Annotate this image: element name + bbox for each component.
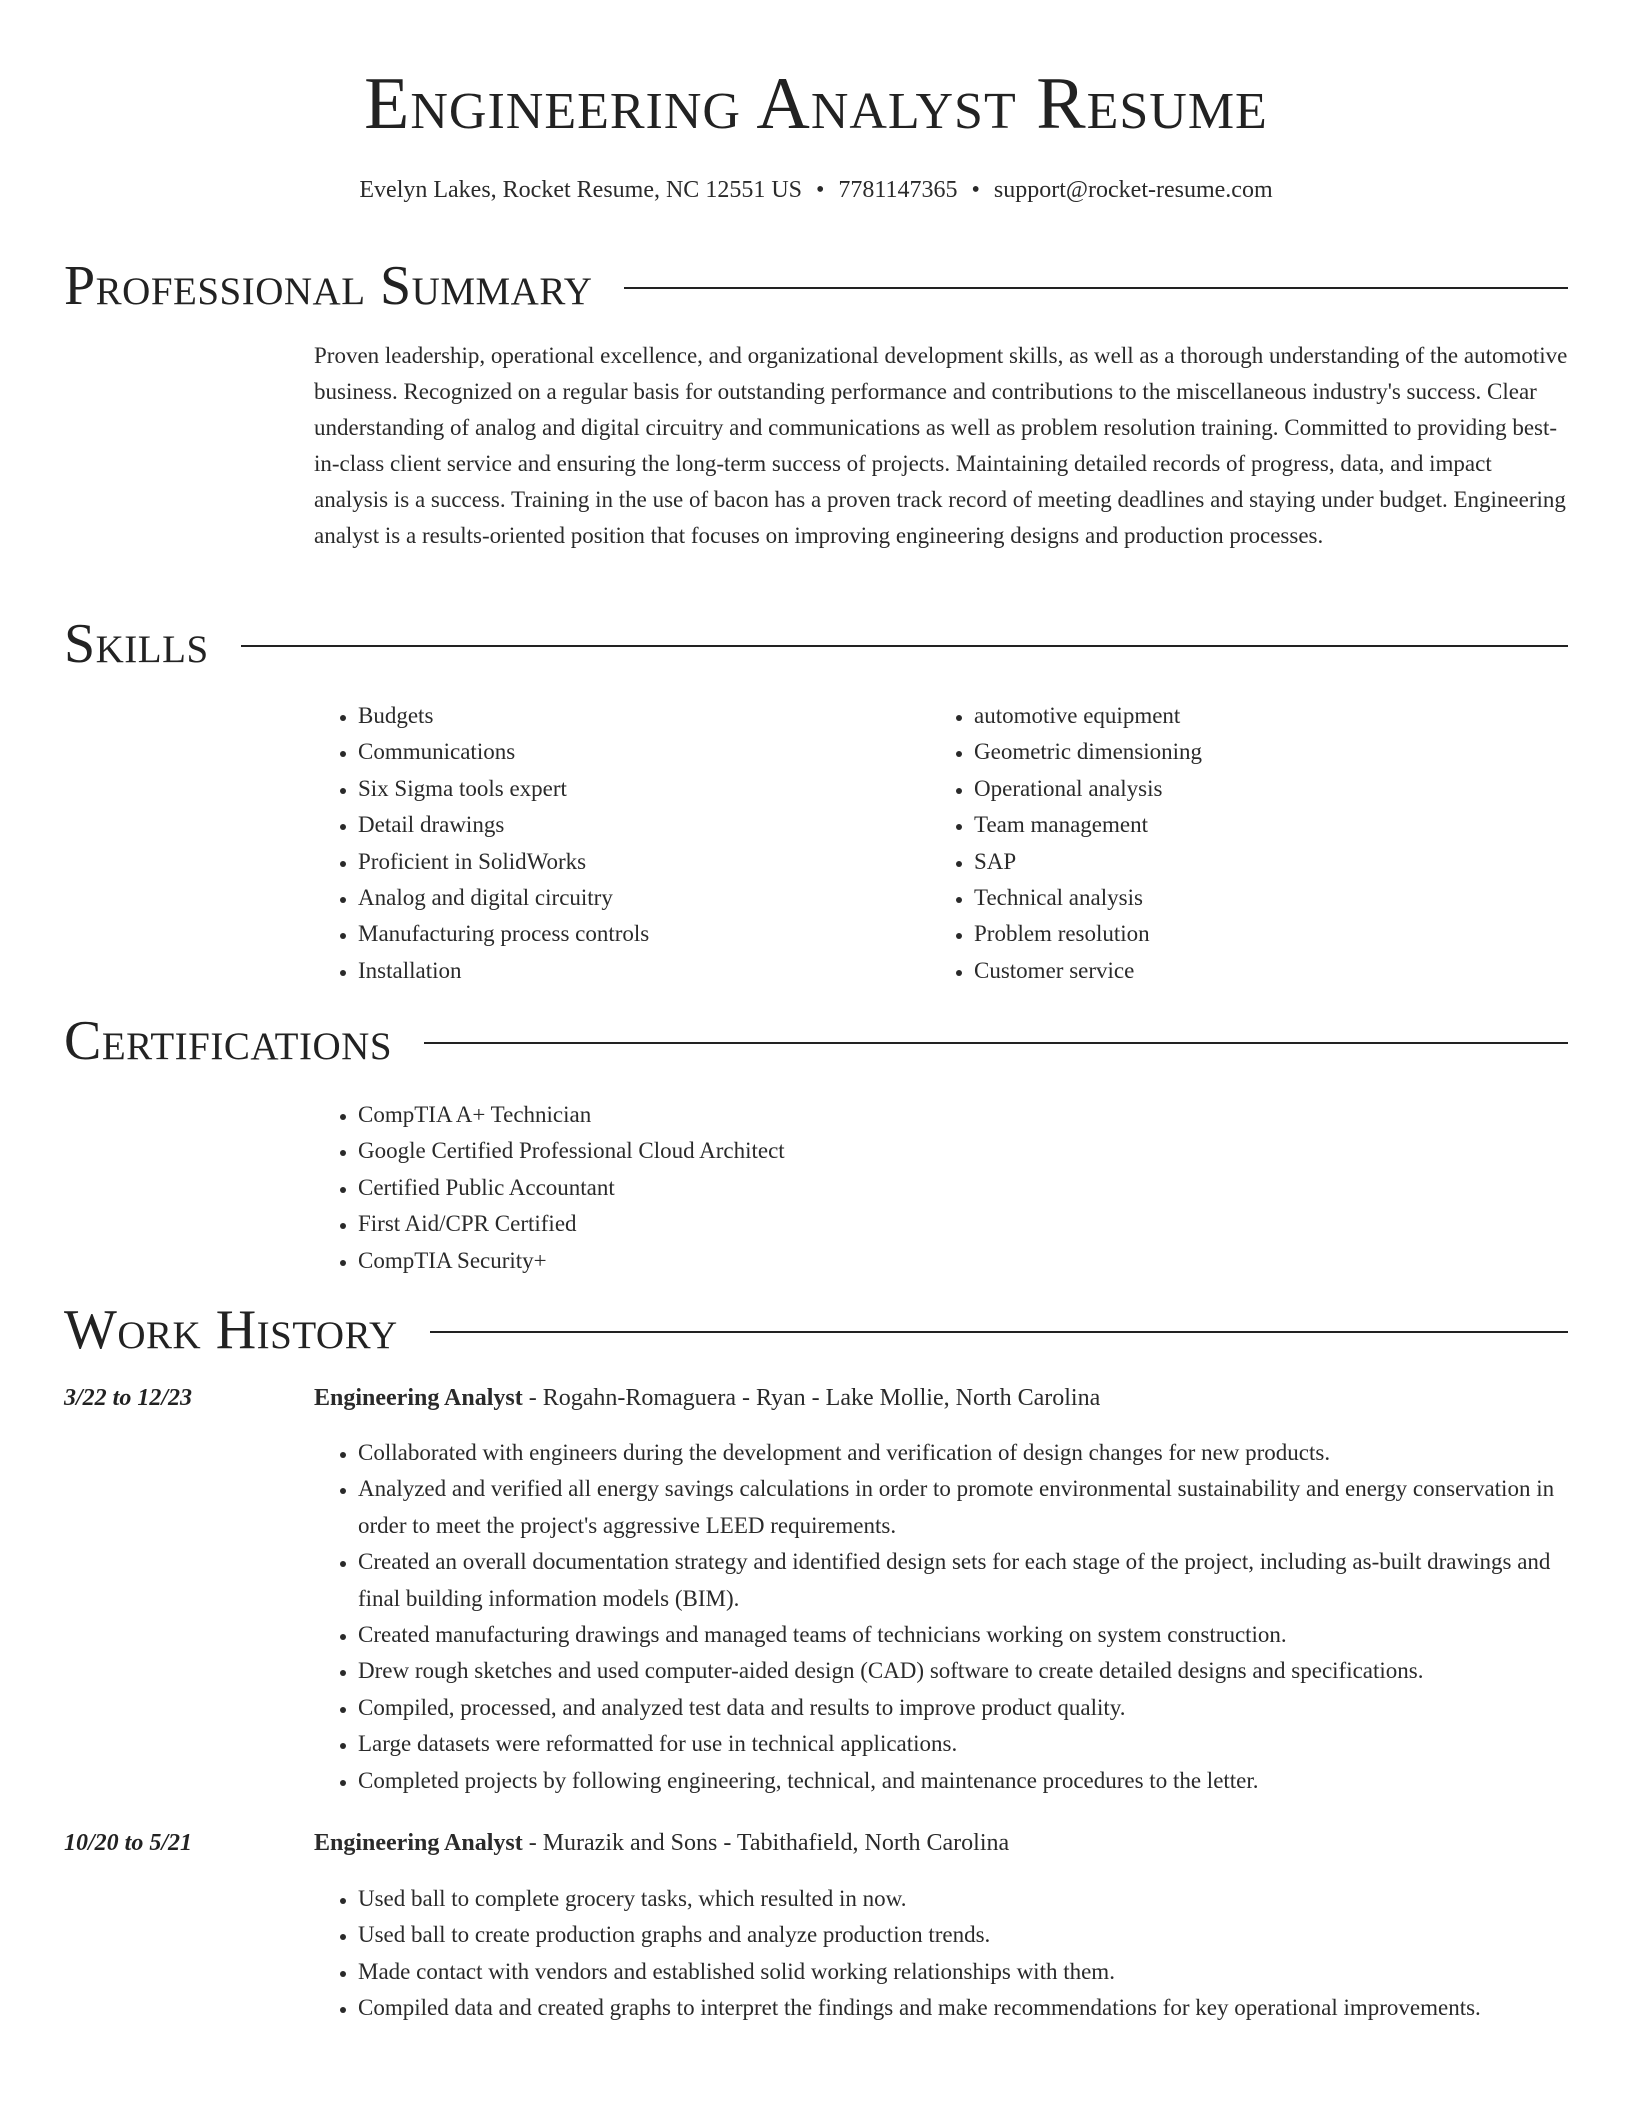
job-duty-item: • Compiled, processed, and analyzed test data and results to improve product quality. [358, 1690, 1570, 1726]
section-divider [424, 1042, 1568, 1044]
job-duty-item: • Created manufacturing drawings and managed teams of technicians working on system construction. [358, 1617, 1570, 1653]
job-duty-item: • Collaborated with engineers during the development and verification of design changes for new products. [358, 1435, 1570, 1471]
skill-item: • Manufacturing process controls [358, 916, 914, 952]
contact-separator: • [816, 177, 825, 203]
job-duty-item: • Large datasets were reformatted for use in technical applications. [358, 1726, 1570, 1762]
job-employer-location: - Rogahn-Romaguera - Ryan - Lake Mollie, North Carolina [522, 1385, 1101, 1411]
certification-item: • Certified Public Accountant [358, 1170, 1564, 1206]
job-duty-item: • Analyzed and verified all energy savings calculations in order to promote environmental sustainability and energy conservation in order to meet the project's aggressive LEED requirements. [358, 1471, 1570, 1544]
section-title-skills: Skills [64, 613, 209, 675]
section-header-certifications [64, 1009, 1568, 1073]
skill-item: • Budgets [358, 698, 914, 734]
skill-item: • Six Sigma tools expert [358, 771, 914, 807]
skill-item: • Customer service [974, 953, 1560, 989]
section-header-skills [64, 612, 1568, 676]
job-duty-item: • Compiled data and created graphs to interpret the findings and make recommendations for key operational improvements. [358, 1990, 1570, 2026]
contact-line [0, 174, 1632, 206]
resume-title: Engineering Analyst Resume [364, 63, 1268, 145]
job-duty-item: • Created an overall documentation strategy and identified design sets for each stage of the project, including as-built drawings and final building information models (BIM). [358, 1544, 1570, 1617]
skill-item: • Analog and digital circuitry [358, 880, 914, 916]
skill-item: • Installation [358, 953, 914, 989]
certifications-list [314, 1097, 1564, 1279]
job-title: Engineering Analyst [314, 1385, 523, 1411]
skills-list-right [930, 698, 1560, 989]
contact-separator: • [971, 177, 980, 203]
section-divider [430, 1331, 1568, 1333]
skill-item: • Team management [974, 807, 1560, 843]
section-header-work-history [64, 1298, 1568, 1362]
section-title-certifications: Certifications [64, 1010, 393, 1072]
section-title-work-history: Work History [64, 1299, 398, 1361]
section-header-summary [64, 254, 1568, 318]
skill-item: • automotive equipment [974, 698, 1560, 734]
certification-item: • Google Certified Professional Cloud Architect [358, 1133, 1564, 1169]
job-dates: 3/22 to 12/23 [64, 1385, 193, 1411]
skill-item: • Proficient in SolidWorks [358, 844, 914, 880]
job-duty-item-list [314, 1881, 1570, 2027]
certification-item: • CompTIA A+ Technician [358, 1097, 1564, 1133]
job-header [314, 1827, 1570, 1859]
section-divider [624, 287, 1568, 289]
skill-item: • Communications [358, 734, 914, 770]
job-duty-item: • Used ball to create production graphs and analyze production trends. [358, 1917, 1570, 1953]
job-duty-item: • Completed projects by following engineering, technical, and maintenance procedures to the letter. [358, 1763, 1570, 1799]
certification-item: • CompTIA Security+ [358, 1243, 1564, 1279]
job-title: Engineering Analyst [314, 1830, 523, 1856]
skill-item: • Detail drawings [358, 807, 914, 843]
skills-list-left [314, 698, 914, 989]
job-duty-item: • Made contact with vendors and established solid working relationships with them. [358, 1954, 1570, 1990]
skill-item-list [930, 698, 1560, 989]
job-duties-list [314, 1435, 1570, 1799]
contact-address: Evelyn Lakes, Rocket Resume, NC 12551 US [359, 177, 802, 203]
skill-item-list [314, 698, 914, 989]
certification-item: • First Aid/CPR Certified [358, 1206, 1564, 1242]
contact-email: support@rocket-resume.com [993, 177, 1273, 203]
skill-item: • SAP [974, 844, 1560, 880]
skill-item: • Operational analysis [974, 771, 1560, 807]
job-duty-item-list [314, 1435, 1570, 1799]
section-title-summary: Professional Summary [64, 255, 593, 317]
section-divider [241, 645, 1568, 647]
summary-text: Proven leadership, operational excellence, and organizational development skills, as well as a thorough understanding of the automotive business. Recognized on a regular basis for outstanding performance and contributions to the miscellaneous industry's success. Clear understanding of analog and digital circuitry and communications as well as problem resolution training. Committed to providing best-in-class client service and ensuring the long-term success of projects. Maintaining detailed records of progress, data, and impact analysis is a success. Training in the use of bacon has a proven track record of meeting deadlines and staying under budget. Engineering analyst is a results-oriented position that focuses on improving engineering designs and production processes. [314, 343, 1568, 548]
job-employer-location: - Murazik and Sons - Tabithafield, North Carolina [522, 1830, 1010, 1856]
skill-item: • Geometric dimensioning [974, 734, 1560, 770]
job-duties-list [314, 1881, 1570, 2027]
certification-item-list [314, 1097, 1564, 1279]
contact-phone: 7781147365 [838, 177, 958, 203]
job-duty-item: • Drew rough sketches and used computer-aided design (CAD) software to create detailed designs and specifications. [358, 1653, 1570, 1689]
job-header [314, 1382, 1570, 1414]
job-duty-item: • Used ball to complete grocery tasks, which resulted in now. [358, 1881, 1570, 1917]
skill-item: • Problem resolution [974, 916, 1560, 952]
job-dates: 10/20 to 5/21 [64, 1830, 193, 1856]
skill-item: • Technical analysis [974, 880, 1560, 916]
